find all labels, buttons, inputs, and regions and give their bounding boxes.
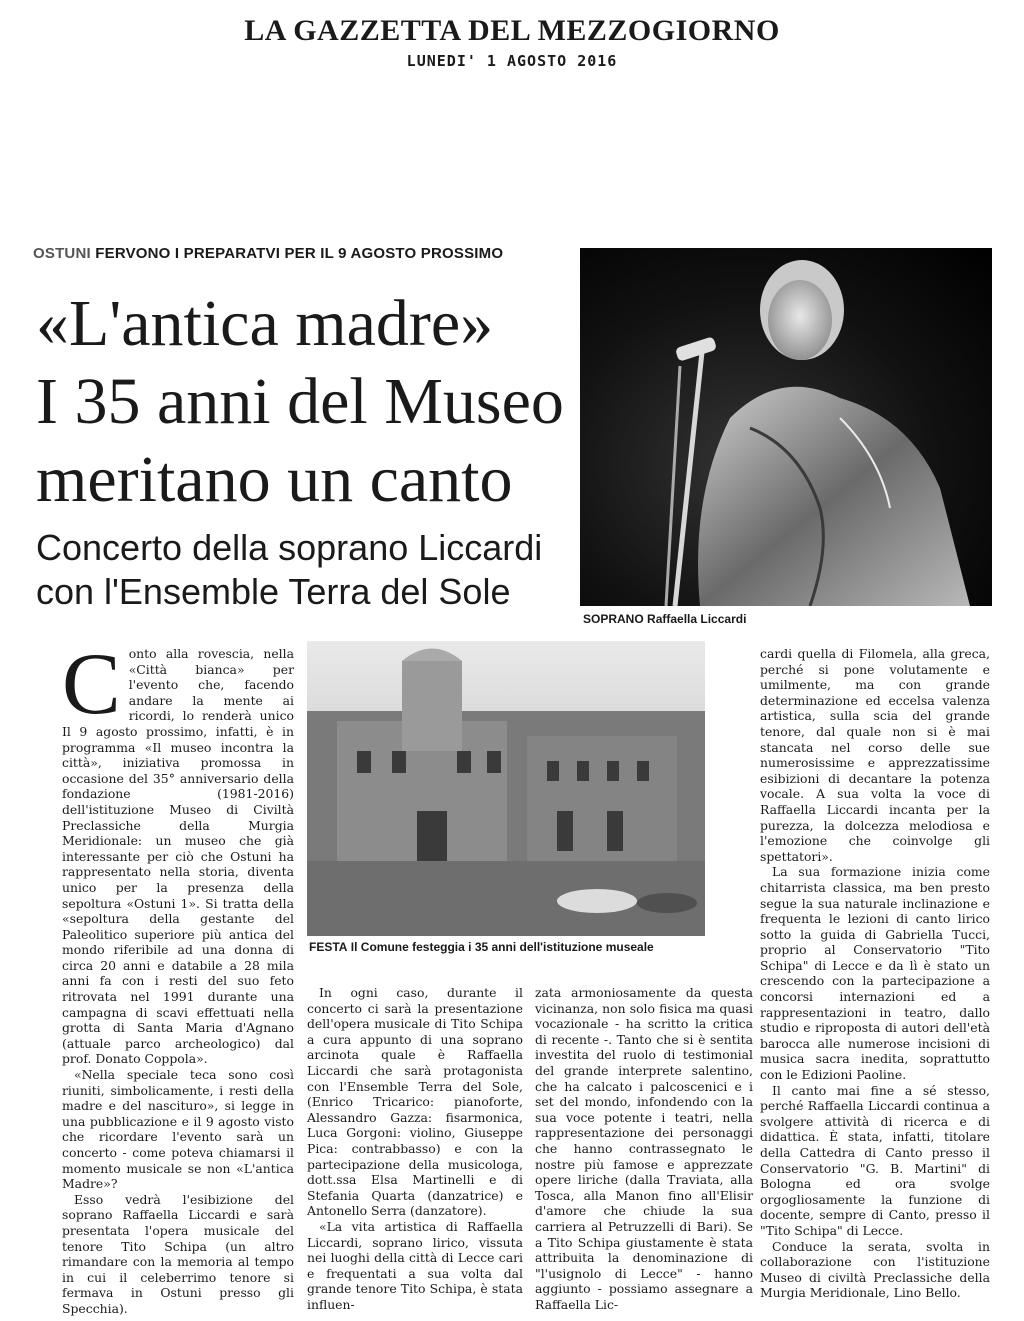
soprano-photo-caption <box>583 612 746 626</box>
museum-photo-drawing <box>307 641 705 936</box>
col1-paragraph-1: onto alla rovescia, nella «Città bianca» per l'evento che, facendo andare la mente ai ricordi, lo renderà unico Il 9 agosto prossimo, infatti, è in programma «Il museo incontra la città», iniziativa promossa in occasione del 35° anniversario della fondazione (1981-2016) dell'istituzione Museo di Civiltà Preclassiche della Murgia Meridionale: un museo che già interessante per ciò che Ostuni ha rappresentato nella storia, diventa unico per la presenza della sepoltura «Ostuni 1». Si tratta della «sepoltura della gestante del Paleolitico superiore più antica del mondo riferibile ad una donna di circa 20 anni e databile a 28 mila anni fa con i resti del suo feto ritrovata nel 1991 durante una campagna di scavi effettuati nella grotta di Santa Maria d'Agnano (attuale parco archeologico) dal prof. Donato Coppola». <box>62 646 294 1067</box>
soprano-caption-text: Raffaella Liccardi <box>647 612 747 626</box>
museum-caption-tag: FESTA <box>309 940 348 954</box>
museum-photo <box>307 641 705 936</box>
subhead-line-1: Concerto della soprano Liccardi <box>36 527 543 568</box>
article-column-2 <box>307 985 523 1312</box>
museum-photo-caption <box>309 940 654 954</box>
col3-paragraph-1: zata armoniosamente da questa vicinanza, non solo fisica ma quasi vocazionale - ha scritto la critica di recente -. Tanto che si è sentita investita del ruolo di testimonial del grande interprete salentino, che ha calcato i palcoscenici e i set del mondo, infondendo con la sua voce potente i teatri, nella rappresentazione dei personaggi che hanno contrassegnato le nostre più famose e apprezzate opere liriche (dalla Traviata, alla Tosca, alla Manon fino all'Elisir d'amore che chiude la sua carriera al Petruzzelli di Bari). Se a Tito Schipa giustamente è stata attribuita la denominazione di "l'usignolo di Lecce" - hanno aggiunto - possiamo assegnare a Raffaella Lic- <box>535 985 753 1312</box>
kicker <box>33 245 503 262</box>
soprano-caption-tag: SOPRANO <box>583 612 644 626</box>
soprano-photo <box>580 248 992 606</box>
headline-line-3: meritano un canto <box>36 443 513 516</box>
headline-line-2: I 35 anni del Museo <box>36 365 564 438</box>
masthead: LA GAZZETTA DEL MEZZOGIORNO <box>244 14 780 47</box>
col4-paragraph-3: Il canto mai fine a sé stesso, perché Raffaella Liccardi continua a svolgere attività di ricerca e di didattica. È stata, infatti, titolare della Cattedra di Canto presso il Conservatorio "G. B. Martini" di Bologna ed ora svolge orgogliosamente la funzione di docente, sempre di Canto, presso il "Tito Schipa" di Lecce. <box>760 1082 990 1238</box>
article-column-3 <box>535 985 753 1312</box>
subhead-line-2: con l'Ensemble Terra del Sole <box>36 571 511 612</box>
museum-caption-text: Il Comune festeggia i 35 anni dell'istituzione museale <box>350 940 654 954</box>
kicker-place: OSTUNI <box>33 245 91 262</box>
col2-paragraph-2: «La vita artistica di Raffaella Liccardi, soprano lirico, vissuta nei luoghi della città di Lecce cari e frequentati a sua volta dal grande tenore Tito Schipa, è stata influen- <box>307 1218 523 1312</box>
drop-cap: C <box>62 636 121 733</box>
headline <box>36 285 576 519</box>
col4-paragraph-4: Conduce la serata, svolta in collaborazione con l'istituzione Museo di civiltà Preclassiche della Murgia Meridionale, Lino Bello. <box>760 1238 990 1301</box>
col1-paragraph-3: Esso vedrà l'esibizione del soprano Raffaella Liccardi e sarà presentata l'opera musicale del tenore Tito Schipa (un altro rimandare con la memoria al tempo in cui il celeberrimo tenore si fermava in Ostuni presso gli Specchia). <box>62 1191 294 1316</box>
subhead <box>36 526 576 614</box>
col1-paragraph-2: «Nella speciale teca sono così riuniti, simbolicamente, i resti della madre e del nascituro», si legge in una pubblicazione e il 9 agosto visto che ricordare l'evento sarà un concerto - come poteva chiamarsi il momento musicale se non «L'antica Madre»? <box>62 1067 294 1192</box>
col4-paragraph-1: cardi quella di Filomela, alla greca, perché si pone volutamente e umilmente, ma con grande determinazione ed eccelsa valenza artistica, sulla scia del grande tenore, dal quale non si è mai stancata nel corso delle sue numerosissime e apprezzatissime esibizioni di decantare la potenza vocale. A sua volta la voce di Raffaella Liccardi incanta per la purezza, la dolcezza melodiosa e l'emozione che coinvolge gli spettatori». <box>760 646 990 864</box>
article-column-1 <box>62 636 294 1317</box>
headline-line-1: «L'antica madre» <box>36 287 494 360</box>
article-column-4 <box>760 646 990 1301</box>
col2-paragraph-1: In ogni caso, durante il concerto ci sarà la presentazione dell'opera musicale di Tito Schipa a cura appunto di una soprano arcinota quale è Raffaella Liccardi che sarà protagonista con l'Ensemble Terra del Sole, (Enrico Tricarico: pianoforte, Alessandro Gazza: fisarmonica, Luca Gorgoni: violino, Giuseppe Pica: contrabbasso) e con la partecipazione della musicologa, dott.ssa Elsa Martinelli e di Stefania Quarta (danzatrice) e Antonello Serra (danzatore). <box>307 985 523 1219</box>
dateline: LUNEDI' 1 AGOSTO 2016 <box>406 52 618 70</box>
kicker-text: FERVONO I PREPARATVI PER IL 9 AGOSTO PROSSIMO <box>95 245 504 262</box>
soprano-photo-drawing <box>580 248 992 606</box>
col4-paragraph-2: La sua formazione inizia come chitarrista classica, ma ben presto segue la sua naturale inclinazione e frequenta le lezioni di canto lirico sotto la guida di Gabriella Tucci, proprio al Conservatorio "Tito Schipa" di Lecce e da lì è stato un crescendo con la partecipazione a concorsi internazioni ed a rappresentazioni in teatro, dallo studio e riproposta di autori dell'età barocca alle numerose incisioni di musica sacra inedita, soprattutto con le Edizioni Paoline. <box>760 864 990 1083</box>
